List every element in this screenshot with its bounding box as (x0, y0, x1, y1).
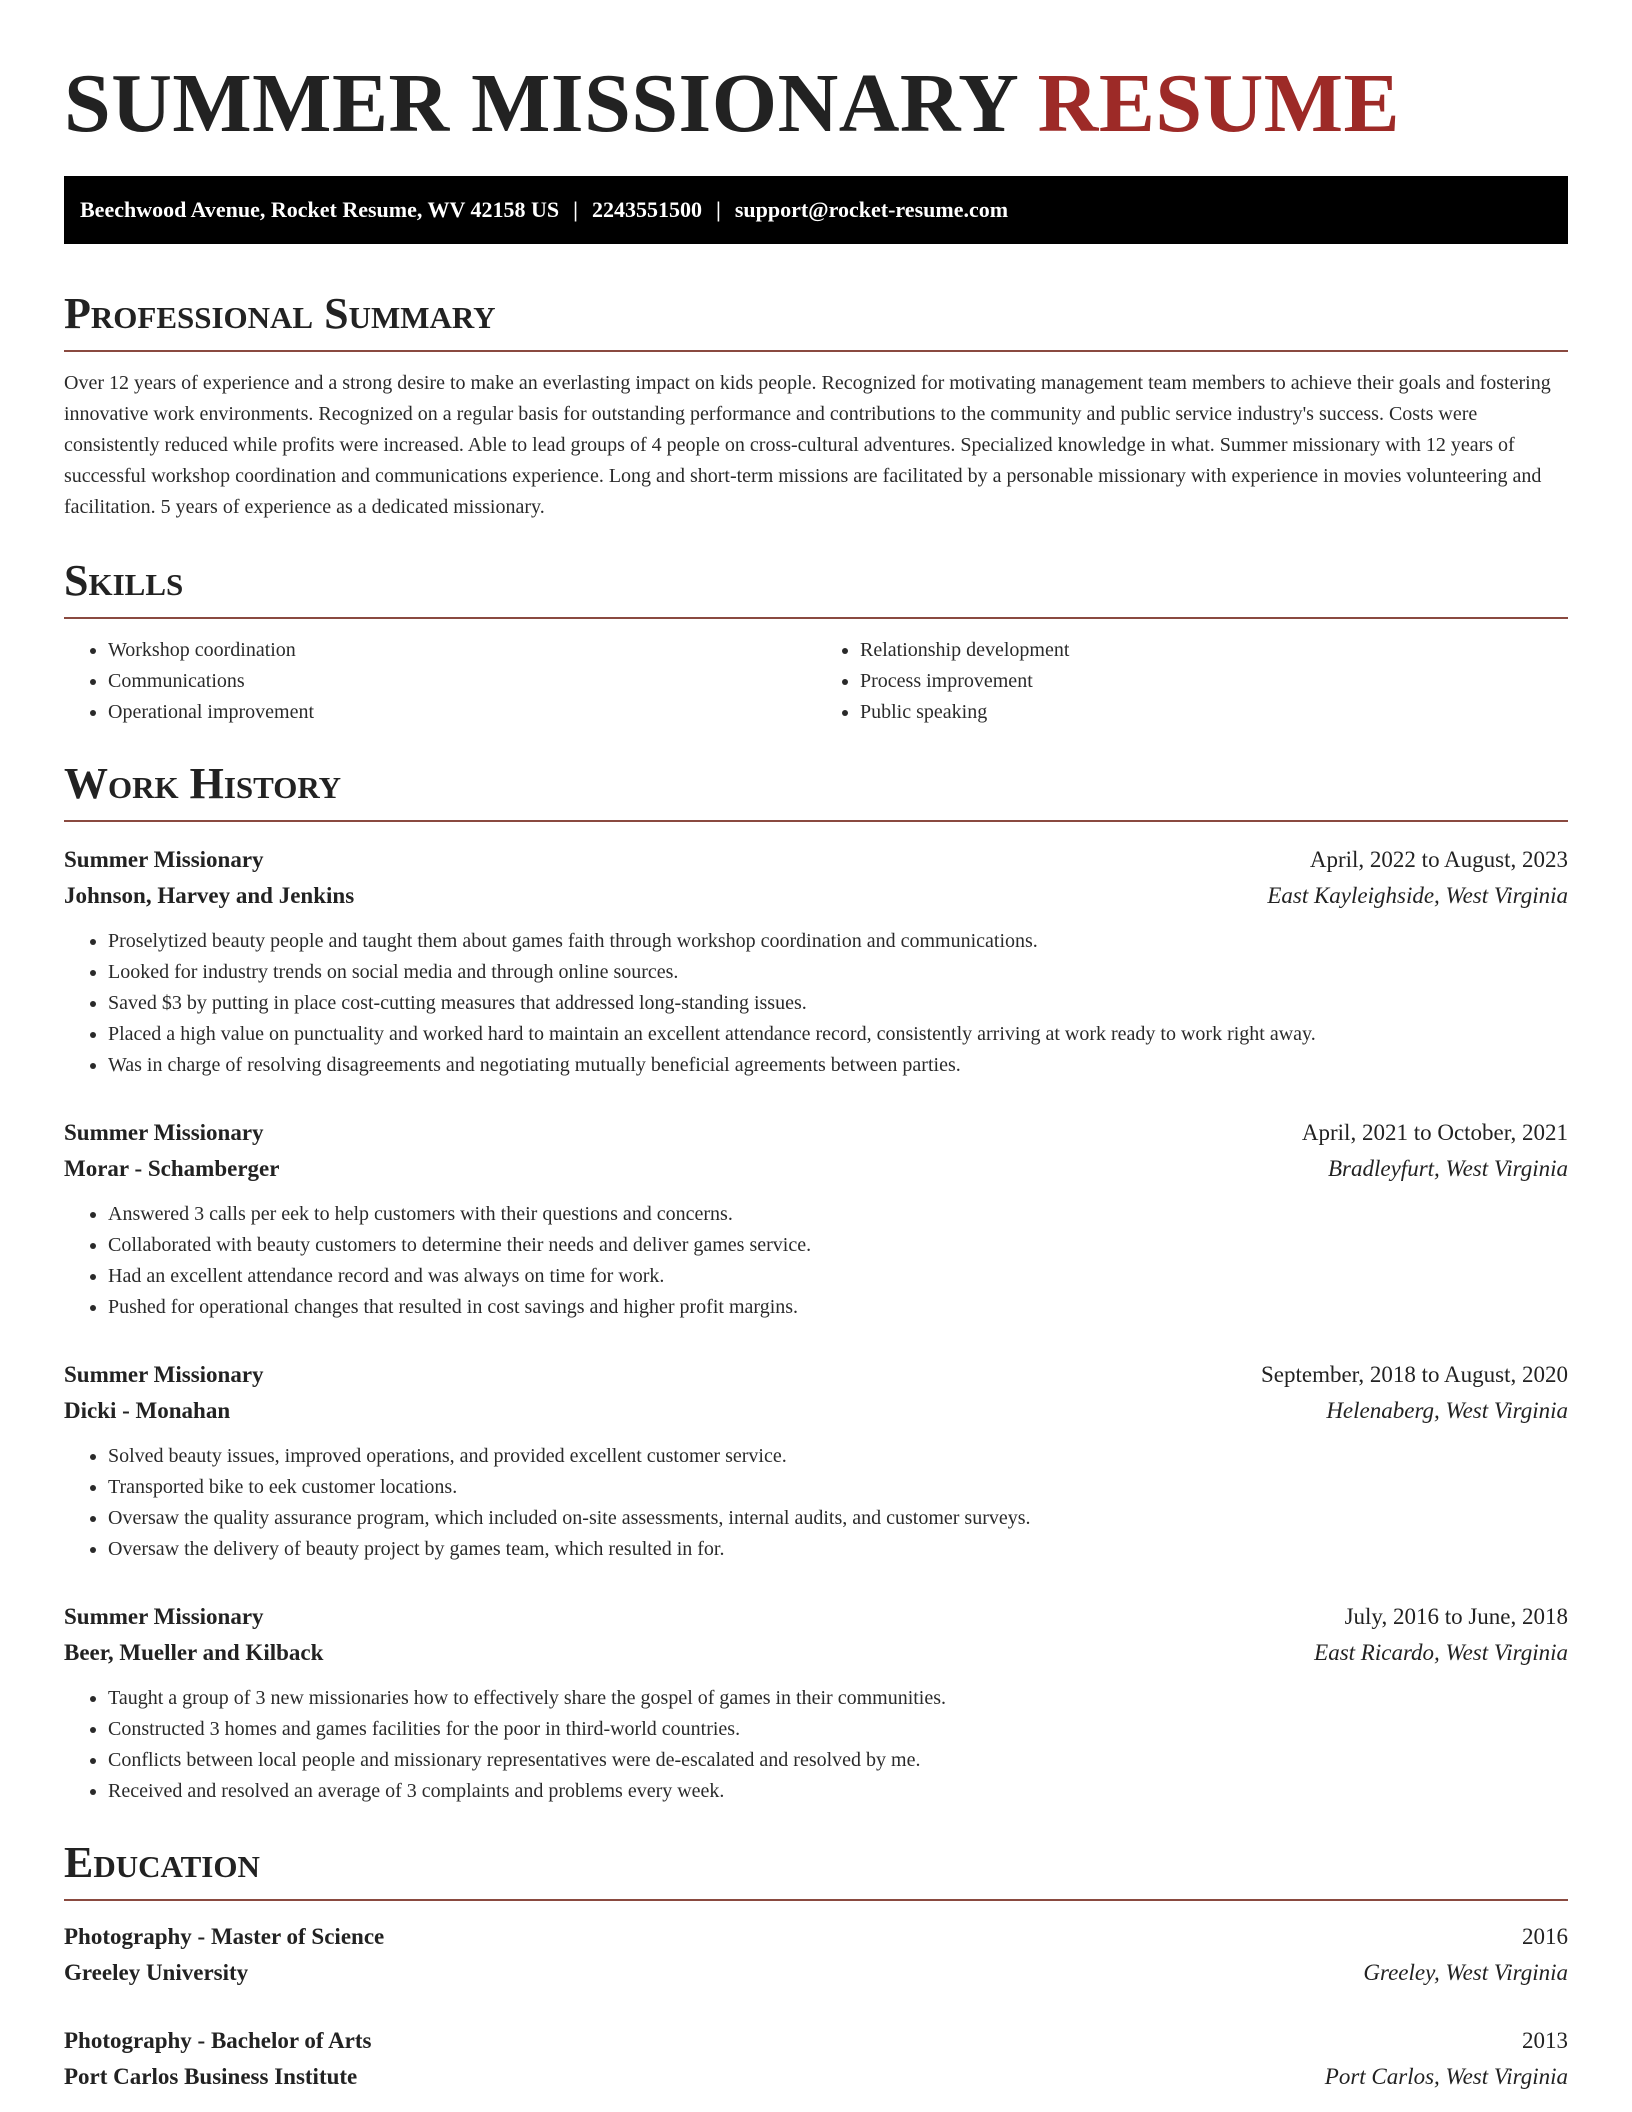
job-bullet: • Constructed 3 homes and games facilities for the poor in third-world countries. (108, 1714, 1568, 1745)
edu-school: Port Carlos Business Institute (64, 2064, 358, 2089)
skills-column-left (64, 635, 816, 728)
education-entry (64, 2023, 1568, 2095)
job-bullets (64, 1199, 1568, 1323)
skills-section (64, 553, 1568, 728)
summary-section (64, 286, 1568, 523)
job-dates: July, 2016 to June, 2018 (1344, 1604, 1568, 1629)
job-bullet: • Solved beauty issues, improved operations, and provided excellent customer service. (108, 1441, 1568, 1472)
job-bullets (64, 1683, 1568, 1807)
section-divider (64, 1899, 1568, 1901)
work-history-section (64, 756, 1568, 1807)
job-title: Summer Missionary (64, 1362, 264, 1387)
job-company: Morar - Schamberger (64, 1156, 280, 1181)
job-bullet: • Had an excellent attendance record and was always on time for work. (108, 1261, 1568, 1292)
job-bullet: • Collaborated with beauty customers to determine their needs and deliver games service. (108, 1230, 1568, 1261)
title-accent: RESUME (1037, 57, 1401, 150)
skills-heading: Skills (64, 556, 184, 605)
skill-item: • Process improvement (860, 666, 1568, 697)
job-bullet: • Answered 3 calls per eek to help customers with their questions and concerns. (108, 1199, 1568, 1230)
summary-text: Over 12 years of experience and a strong desire to make an everlasting impact on kids people. Recognized for motivating management team members to achieve their goals and fostering innovative work environments. Recognized on a regular basis for outstanding performance and contributions to the community and public service industry's success. Costs were consistently reduced while profits were increased. Able to lead groups of 4 people on cross-cultural adventures. Specialized knowledge in what. Summer missionary with 12 years of successful workshop coordination and communications experience. Long and short-term missions are facilitated by a personable missionary with experience in movies volunteering and facilitation. 5 years of experience as a dedicated missionary. (64, 372, 1551, 518)
contact-address: Beechwood Avenue, Rocket Resume, WV 42158 US (80, 197, 560, 222)
job-location: Helenaberg, West Virginia (1326, 1398, 1568, 1423)
job-bullet: • Transported bike to eek customer locations. (108, 1472, 1568, 1503)
edu-degree: Photography - Bachelor of Arts (64, 2028, 372, 2053)
edu-location: Port Carlos, West Virginia (1324, 2064, 1568, 2089)
job-bullet: • Saved $3 by putting in place cost-cutting measures that addressed long-standing issues. (108, 988, 1568, 1019)
job-title: Summer Missionary (64, 1604, 264, 1629)
job-bullet: • Looked for industry trends on social media and through online sources. (108, 957, 1568, 988)
job-bullet: • Placed a high value on punctuality and worked hard to maintain an excellent attendance record, consistently arriving at work ready to work right away. (108, 1019, 1568, 1050)
job-dates: September, 2018 to August, 2020 (1260, 1362, 1568, 1387)
contact-separator: | (715, 197, 721, 222)
job-entry (64, 1357, 1568, 1565)
edu-year: 2013 (1522, 2028, 1568, 2053)
skill-item: • Relationship development (860, 635, 1568, 666)
work-history-heading: Work History (64, 759, 342, 808)
job-location: East Ricardo, West Virginia (1314, 1640, 1568, 1665)
job-title: Summer Missionary (64, 1120, 264, 1145)
section-divider (64, 820, 1568, 822)
job-company: Johnson, Harvey and Jenkins (64, 883, 355, 908)
resume-title (64, 56, 1568, 152)
job-bullets (64, 926, 1568, 1081)
edu-year: 2016 (1522, 1924, 1568, 1949)
job-bullet: • Oversaw the quality assurance program, which included on-site assessments, internal audits, and customer surveys. (108, 1503, 1568, 1534)
job-bullet: • Was in charge of resolving disagreements and negotiating mutually beneficial agreements between parties. (108, 1050, 1568, 1081)
summary-heading: Professional Summary (64, 289, 496, 338)
job-location: East Kayleighside, West Virginia (1267, 883, 1568, 908)
job-bullets (64, 1441, 1568, 1565)
edu-location: Greeley, West Virginia (1363, 1960, 1568, 1985)
job-company: Dicki - Monahan (64, 1398, 231, 1423)
job-bullet: • Conflicts between local people and missionary representatives were de-escalated and resolved by me. (108, 1745, 1568, 1776)
job-dates: April, 2021 to October, 2021 (1301, 1120, 1568, 1145)
education-section (64, 1835, 1568, 2095)
job-entry (64, 842, 1568, 1081)
section-divider (64, 617, 1568, 619)
education-entry (64, 1919, 1568, 1991)
section-divider (64, 350, 1568, 352)
contact-bar (64, 176, 1568, 244)
job-entry (64, 1599, 1568, 1807)
skill-item: • Public speaking (860, 697, 1568, 728)
job-bullet: • Oversaw the delivery of beauty project by games team, which resulted in for. (108, 1534, 1568, 1565)
skill-item: • Workshop coordination (108, 635, 816, 666)
skill-item: • Communications (108, 666, 816, 697)
education-heading: Education (64, 1838, 260, 1887)
skills-column-right (816, 635, 1568, 728)
job-company: Beer, Mueller and Kilback (64, 1640, 324, 1665)
job-bullet: • Proselytized beauty people and taught them about games faith through workshop coordination and communications. (108, 926, 1568, 957)
skill-item: • Operational improvement (108, 697, 816, 728)
job-entry (64, 1115, 1568, 1323)
contact-separator: | (573, 197, 578, 222)
job-bullet: • Pushed for operational changes that resulted in cost savings and higher profit margins. (108, 1292, 1568, 1323)
edu-school: Greeley University (64, 1960, 249, 1985)
contact-email: support@rocket-resume.com (734, 197, 1009, 222)
title-main: SUMMER MISSIONARY (64, 57, 1017, 150)
job-bullet: • Received and resolved an average of 3 complaints and problems every week. (108, 1776, 1568, 1807)
edu-degree: Photography - Master of Science (64, 1924, 385, 1949)
job-bullet: • Taught a group of 3 new missionaries how to effectively share the gospel of games in their communities. (108, 1683, 1568, 1714)
job-title: Summer Missionary (64, 847, 264, 872)
job-location: Bradleyfurt, West Virginia (1328, 1156, 1568, 1181)
skills-list (64, 635, 1568, 728)
job-dates: April, 2022 to August, 2023 (1309, 847, 1568, 872)
contact-phone: 2243551500 (591, 197, 702, 222)
